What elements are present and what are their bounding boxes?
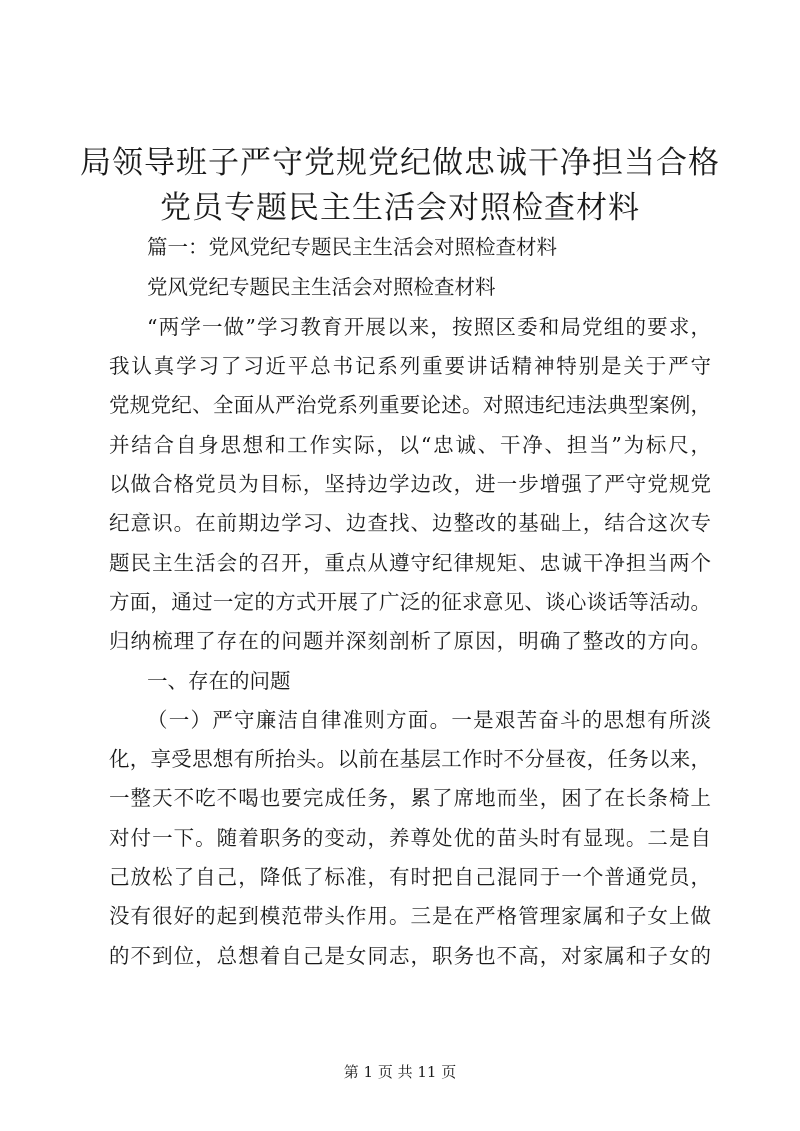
subtitle: 党风党纪专题民主生活会对照检查材料 xyxy=(147,275,496,299)
paragraph-line: 己放松了自己，降低了标准，有时把自己混同于一个普通党员， xyxy=(109,865,711,889)
paragraph-line: 党规党纪、全面从严治党系列重要论述。对照违纪违法典型案例， xyxy=(109,393,711,417)
page-number-footer: 第 1 页 共 11 页 xyxy=(343,1063,457,1081)
paragraph-line: 方面，通过一定的方式开展了广泛的征求意见、谈心谈话等活动。 xyxy=(109,590,711,614)
document-title-line-1: 局领导班子严守党规党纪做忠诚干净担当合格 xyxy=(80,145,720,181)
section-heading: 篇一：党风党纪专题民主生活会对照检查材料 xyxy=(147,235,557,259)
paragraph-line: 纪意识。在前期边学习、边查找、边整改的基础上，结合这次专 xyxy=(109,511,711,535)
paragraph-line: （一）严守廉洁自律准则方面。一是艰苦奋斗的思想有所淡 xyxy=(147,708,711,732)
paragraph-line: 并结合自身思想和工作实际，以“忠诚、干净、担当”为标尺， xyxy=(109,433,711,457)
paragraph-line: 化，享受思想有所抬头。以前在基层工作时不分昼夜，任务以来， xyxy=(109,747,711,771)
paragraph-line: 以做合格党员为目标，坚持边学边改，进一步增强了严守党规党 xyxy=(109,472,711,496)
section-heading: 一、存在的问题 xyxy=(147,669,291,693)
paragraph-line: 的不到位，总想着自己是女同志，职务也不高，对家属和子女的 xyxy=(109,944,711,968)
document-title-line-2: 党员专题民主生活会对照检查材料 xyxy=(160,190,640,226)
paragraph-line: 归纳梳理了存在的问题并深刻剖析了原因，明确了整改的方向。 xyxy=(109,629,711,653)
paragraph-line: 没有很好的起到模范带头作用。三是在严格管理家属和子女上做 xyxy=(109,904,711,928)
paragraph-line: “两学一做”学习教育开展以来，按照区委和局党组的要求， xyxy=(147,315,711,339)
paragraph-line: 对付一下。随着职务的变动，养尊处优的苗头时有显现。二是自 xyxy=(109,826,711,850)
paragraph-line: 题民主生活会的召开，重点从遵守纪律规矩、忠诚干净担当两个 xyxy=(109,551,711,575)
paragraph-line: 我认真学习了习近平总书记系列重要讲话精神特别是关于严守 xyxy=(109,354,711,378)
paragraph-line: 一整天不吃不喝也要完成任务，累了席地而坐，困了在长条椅上 xyxy=(109,786,711,810)
